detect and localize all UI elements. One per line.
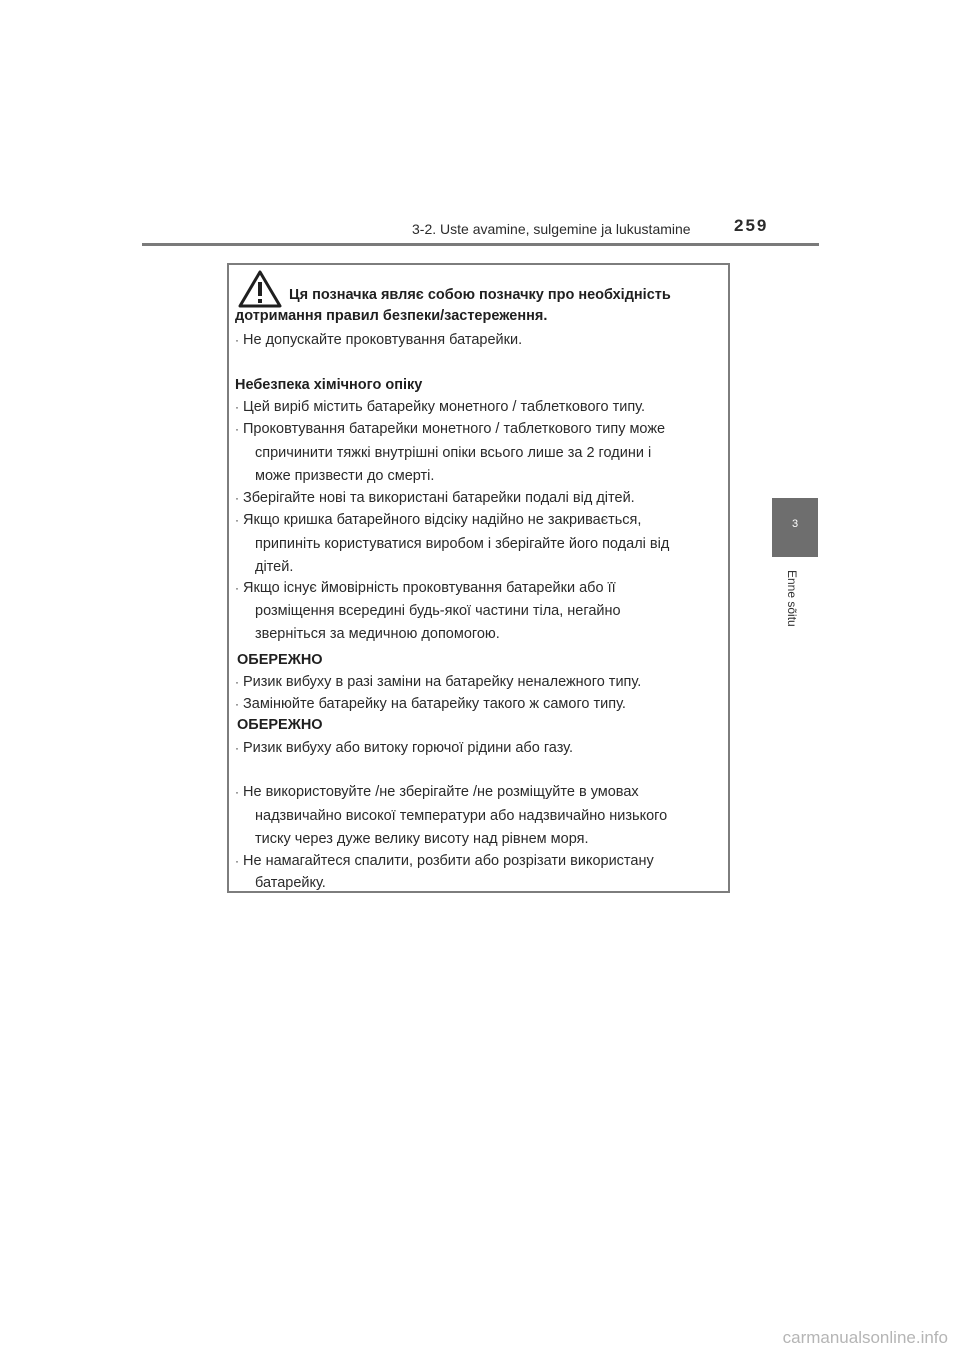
safety-notice-line-1: Ця позначка являє собою позначку про необхідність (289, 287, 671, 303)
bullet-continuation: дітей. (255, 559, 294, 575)
bullet-item (235, 738, 573, 758)
bullet-marker: · (235, 422, 239, 436)
hazard-heading: Небезпека хімічного опіку (235, 377, 423, 393)
caution-heading: ОБЕРЕЖНО (237, 717, 323, 733)
header-divider (142, 243, 819, 246)
bullet-continuation: зверніться за медичною допомогою. (255, 626, 500, 642)
bullet-marker: · (235, 513, 239, 527)
bullet-item (235, 488, 635, 508)
bullet-text: Не використовуйте /не зберігайте /не розміщуйте в умовах (243, 784, 639, 800)
bullet-item (235, 694, 626, 714)
bullet-continuation: припиніть користуватися виробом і зберігайте його подалі від (255, 536, 670, 552)
bullet-text: Ризик вибуху в разі заміни на батарейку неналежного типу. (243, 674, 642, 690)
warning-triangle-icon (237, 269, 283, 309)
chapter-label: Enne sõitu (785, 570, 799, 627)
bullet-marker: · (235, 581, 239, 595)
bullet-text: Якщо кришка батарейного відсіку надійно не закривається, (243, 512, 642, 528)
bullet-continuation: розміщення всередині будь-якої частини тіла, негайно (255, 603, 621, 619)
bullet-continuation: може призвести до смерті. (255, 468, 435, 484)
bullet-marker: · (235, 400, 239, 414)
bullet-continuation: надзвичайно високої температури або надзвичайно низького (255, 808, 668, 824)
bullet-text: Ризик вибуху або витоку горючої рідини або газу. (243, 740, 574, 756)
bullet-item (235, 330, 522, 350)
bullet-text: Не допускайте проковтування батарейки. (243, 332, 523, 348)
caution-heading: ОБЕРЕЖНО (237, 652, 323, 668)
watermark-logo: carmanualsonline.info (782, 1328, 948, 1347)
bullet-text: Проковтування батарейки монетного / таблеткового типу може (243, 421, 666, 437)
bullet-continuation: спричинити тяжкі внутрішні опіки всього лише за 2 години і (255, 445, 652, 461)
bullet-text: Замінюйте батарейку на батарейку такого ж самого типу. (243, 696, 626, 712)
bullet-item (235, 419, 665, 439)
bullet-marker: · (235, 675, 239, 689)
bullet-item (235, 782, 639, 802)
chapter-number: 3 (791, 518, 799, 530)
safety-notice-line-2: дотримання правил безпеки/застереження. (235, 308, 548, 324)
chapter-tab (772, 498, 818, 557)
bullet-item (235, 851, 654, 871)
bullet-marker: · (235, 741, 239, 755)
bullet-text: Не намагайтеся спалити, розбити або розрізати використану (243, 853, 654, 869)
section-title: 3-2. Uste avamine, sulgemine ja lukustamine (412, 221, 691, 237)
bullet-continuation: тиску через дуже велику висоту над рівнем моря. (255, 831, 589, 847)
bullet-text: Якщо існує ймовірність проковтування батарейки або її (243, 580, 616, 596)
page-header (0, 0, 960, 250)
bullet-marker: · (235, 491, 239, 505)
bullet-marker: · (235, 854, 239, 868)
bullet-text: Цей виріб містить батарейку монетного / таблеткового типу. (243, 399, 646, 415)
bullet-marker: · (235, 785, 239, 799)
bullet-marker: · (235, 697, 239, 711)
bullet-item (235, 510, 641, 530)
bullet-continuation: батарейку. (255, 875, 326, 891)
warning-box (227, 263, 730, 893)
warning-content (229, 265, 728, 891)
bullet-text: Зберігайте нові та використані батарейки подалі від дітей. (243, 490, 635, 506)
bullet-item (235, 397, 645, 417)
bullet-marker: · (235, 333, 239, 347)
bullet-item (235, 672, 641, 692)
page-number: 259 (734, 216, 769, 235)
bullet-item (235, 578, 616, 598)
